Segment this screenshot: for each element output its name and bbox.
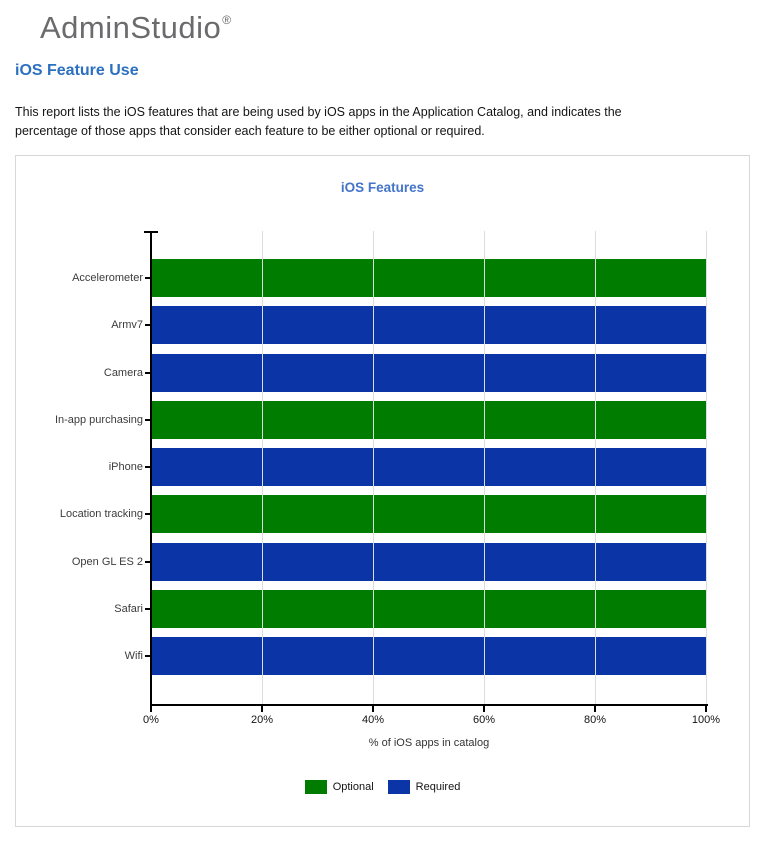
- description-line: percentage of those apps that consider each feature to be either optional or required.: [15, 123, 485, 138]
- x-axis-tick: [705, 706, 707, 712]
- category-tick: [145, 561, 152, 563]
- bar-optional: [152, 495, 706, 533]
- bar-row: [114, 590, 706, 628]
- report-panel: [15, 155, 750, 827]
- legend-swatch-required: [388, 780, 410, 794]
- category-label: Accelerometer: [72, 272, 143, 284]
- bar-row: [124, 637, 706, 675]
- chart-legend: [16, 778, 749, 796]
- bar-optional: [152, 590, 706, 628]
- bar-required: [152, 306, 706, 344]
- category-label: Safari: [114, 602, 143, 615]
- category-label: Location tracking: [59, 508, 143, 521]
- gridline: [706, 231, 707, 704]
- adminstudio-logo: [40, 10, 232, 46]
- gridline: [484, 231, 485, 704]
- category-tick: [145, 466, 152, 468]
- x-axis-tick-label: 0%: [143, 714, 159, 726]
- registered-trademark-mark: ®: [222, 13, 232, 27]
- x-axis-tick: [150, 706, 152, 712]
- x-axis-title: % of iOS apps in catalog: [368, 737, 490, 749]
- bar-row: [103, 354, 706, 392]
- bar-required: [152, 543, 706, 581]
- x-axis-tick: [483, 706, 485, 712]
- report-description: [15, 103, 622, 140]
- bar-required: [152, 448, 706, 486]
- legend-item-optional: [305, 780, 374, 794]
- category-tick: [145, 513, 152, 515]
- description-line: This report lists the iOS features that are being used by iOS apps in the Application Catalog, and indicates the: [15, 105, 622, 119]
- category-tick: [145, 419, 152, 421]
- bar-required: [152, 637, 706, 675]
- bar-optional: [152, 401, 706, 439]
- legend-item-required: [388, 780, 461, 794]
- bar-optional: [152, 259, 706, 297]
- category-label: Open GL ES 2: [71, 555, 143, 568]
- x-axis-tick-label: 40%: [361, 714, 385, 726]
- x-axis-tick: [261, 706, 263, 712]
- category-label: iPhone: [108, 461, 143, 473]
- category-label: Armv7: [111, 319, 143, 332]
- bar-plot-area: [54, 231, 706, 704]
- legend-swatch-optional: [305, 780, 327, 794]
- category-tick: [145, 372, 152, 374]
- category-tick: [145, 655, 152, 657]
- chart-title: iOS Features: [340, 180, 425, 195]
- category-label: Wifi: [124, 650, 143, 662]
- bar-required: [152, 354, 706, 392]
- category-tick: [145, 324, 152, 326]
- x-axis-tick-label: 20%: [250, 714, 274, 726]
- page-title: iOS Feature Use: [15, 62, 139, 79]
- bar-row: [111, 306, 706, 344]
- bar-row: [71, 543, 706, 581]
- x-axis-tick-label: 80%: [583, 714, 607, 726]
- bar-row: [108, 448, 706, 486]
- gridline: [373, 231, 374, 704]
- legend-label: Optional: [332, 781, 374, 793]
- logo-text: AdminStudio: [40, 10, 222, 45]
- category-tick: [145, 277, 152, 279]
- gridline: [262, 231, 263, 704]
- x-axis-tick: [594, 706, 596, 712]
- bar-row: [72, 259, 706, 297]
- x-axis-line: [150, 704, 708, 706]
- gridline: [595, 231, 596, 704]
- x-axis-tick-label: 100%: [691, 714, 721, 726]
- bar-row: [59, 495, 706, 533]
- x-axis-tick-label: 60%: [472, 714, 496, 726]
- bar-row: [54, 401, 706, 439]
- category-tick: [145, 608, 152, 610]
- legend-label: Required: [415, 781, 461, 793]
- category-label: In-app purchasing: [54, 413, 143, 426]
- x-axis-tick: [372, 706, 374, 712]
- category-label: Camera: [103, 366, 143, 379]
